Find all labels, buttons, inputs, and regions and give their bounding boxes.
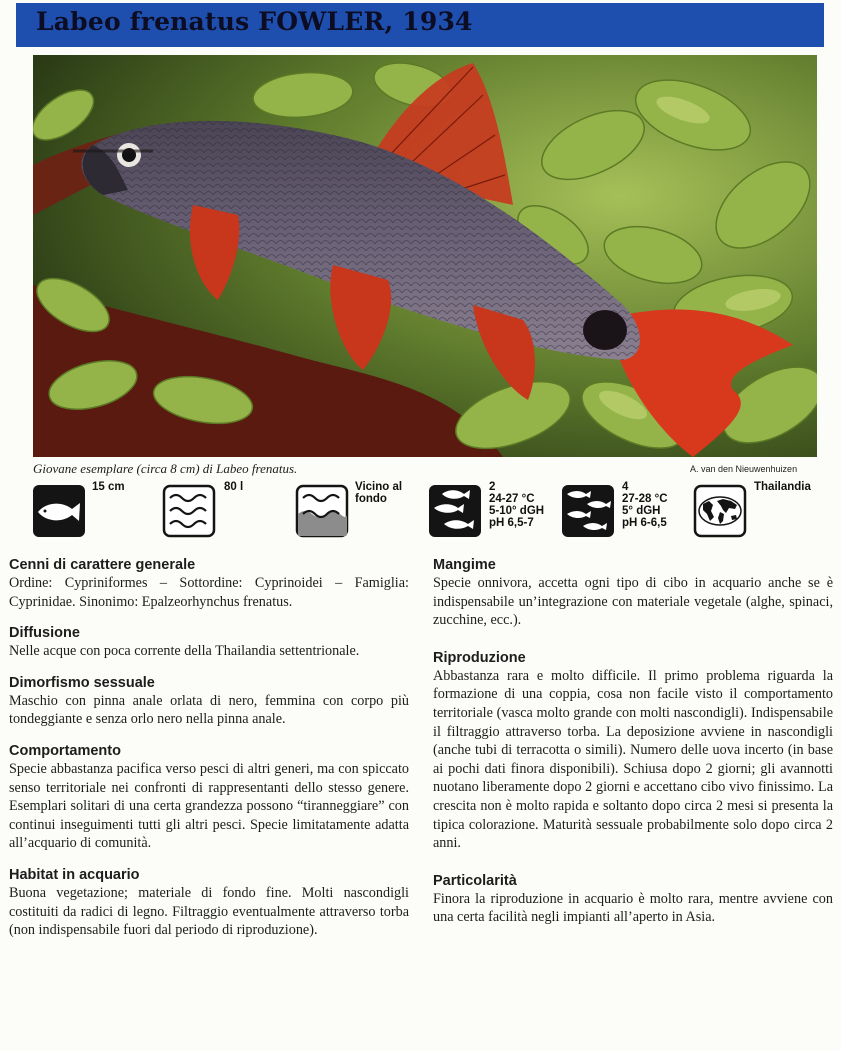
volume-value: 80 l <box>224 481 244 493</box>
section-heading: Dimorfismo sessuale <box>9 674 155 691</box>
section-text: Nelle acque con poca corrente della Thailandia settentrionale. <box>9 643 360 660</box>
section-heading: Mangime <box>433 557 496 573</box>
section-heading: Diffusione <box>9 625 80 642</box>
water-waves-icon <box>162 484 216 538</box>
photo-credit: A. van den Nieuwenhuizen <box>690 464 798 474</box>
fish-size-icon <box>32 484 86 538</box>
section-general <box>9 557 409 611</box>
section-reproduction <box>433 650 833 853</box>
fish-group-icon <box>428 484 482 538</box>
left-column <box>9 557 409 954</box>
section-food <box>433 557 833 630</box>
section-text: Specie onnivora, accetta ogni tipo di cibo in acquario anche se è indispensabile un’integrazione con materiale vegetale (alghe, spinaci, zucchine, ecc.). <box>433 575 833 629</box>
size-value: 15 cm <box>92 481 125 493</box>
section-habitat <box>9 867 409 940</box>
section-heading: Particolarità <box>433 872 517 889</box>
origin-value: Thailandia <box>754 481 811 493</box>
section-text: Abbastanza rara e molto difficile. Il primo problema riguarda la formazione di una coppia, cosa non facile visto il comportamento territoriale (vasca molto grande con molti nascondigli). Indispensabile il filtraggio attraverso torba. La deposizione avviene in nascondigli (anche tubi di terracotta o simili). Numero delle uova incerto (in base ai pochi dati finora disponibili). Schiusa dopo 2 giorni; gli avannotti nuotano liberamente dopo 2 giorni e accettano cibo vivo finissimo. La crescita non è molto rapida e soltanto dopo circa 2 mesi si presenta la tipica colorazione. Maturità sessuale probabilmente solo dopo circa 2 anni. <box>433 667 833 852</box>
section-dimorphism <box>9 675 409 729</box>
section-heading: Comportamento <box>9 742 121 759</box>
bottom-zone-icon <box>295 484 349 538</box>
section-distribution <box>9 625 409 661</box>
title-band <box>16 3 824 47</box>
section-text: Buona vegetazione; materiale di fondo fine. Molti nascondigli costituiti da radici di legno. Filtraggio eventualmente attraverso torba (non indispensabile fuori dal periodo di riproduzione). <box>9 884 409 939</box>
section-behaviour <box>9 743 409 853</box>
section-heading: Habitat in acquario <box>9 866 140 883</box>
section-text: Ordine: Cypriniformes – Sottordine: Cyprinoidei – Famiglia: Cyprinidae. Sinonimo: Epalzeorhynchus frenatus. <box>9 575 409 610</box>
page-title: Labeo frenatus FOWLER, 1934 <box>36 7 473 36</box>
section-heading: Cenni di carattere generale <box>9 557 196 573</box>
specs-icon-row <box>0 481 841 541</box>
photo-caption: Giovane esemplare (circa 8 cm) di Labeo frenatus. <box>33 461 298 476</box>
fish-photo <box>33 55 817 457</box>
fish-group-breeding-icon <box>561 484 615 538</box>
fish-photo-illustration <box>33 55 817 457</box>
water-breeding-values: 4 27-28 °C 5° dGH pH 6-6,5 <box>622 481 668 529</box>
section-text: Specie abbastanza pacifica verso pesci di altri generi, ma con spiccato senso territoriale nei confronti di rappresentanti dello stesso genere. Esemplari solitari di una certa grandezza possono “tiranneggiare” con continui inseguimenti tutti gli altri pesci. Specie limitatamente adatta all’acquario di comunità. <box>9 760 409 852</box>
section-text: Finora la riproduzione in acquario è molto rara, mentre avviene con una certa facilità negli impianti all’aperto in Asia. <box>433 890 833 926</box>
zone-value: Vicino al fondo <box>355 481 403 505</box>
right-column <box>433 557 833 941</box>
section-particulars <box>433 873 833 927</box>
world-map-icon <box>693 484 747 538</box>
section-heading: Riproduzione <box>433 649 526 666</box>
section-text: Maschio con pinna anale orlata di nero, femmina con corpo più tondeggiante e senza orlo nero nella pinna anale. <box>9 692 409 728</box>
water-keeping-values: 2 24-27 °C 5-10° dGH pH 6,5-7 <box>489 481 545 529</box>
